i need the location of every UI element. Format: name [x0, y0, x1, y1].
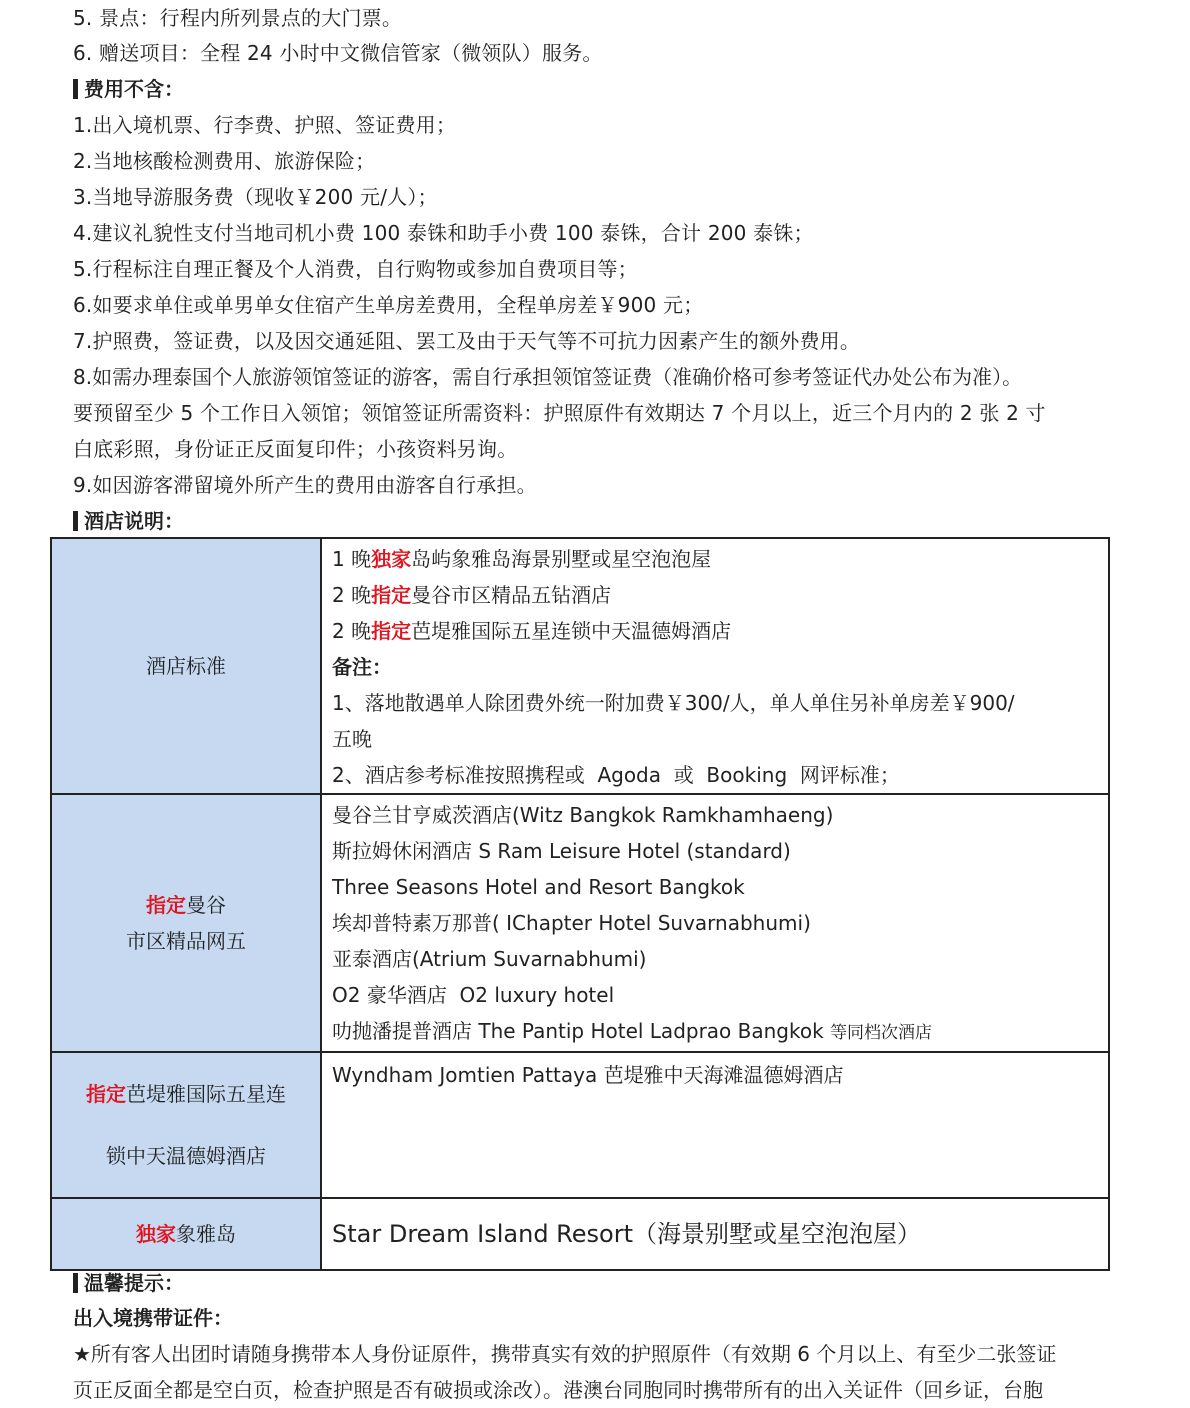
hotel-heading	[73, 503, 184, 539]
tips-heading-text: 温馨提示：	[84, 1271, 184, 1295]
bangkok-label-line2: 市区精品网五	[126, 929, 246, 953]
bangkok-label-line1	[52, 887, 320, 923]
included-item-5: 5. 景点：行程内所列景点的大门票。	[73, 6, 403, 30]
excluded-item: 要预留至少 5 个工作日入领馆；领馆签证所需资料：护照原件有效期达 7 个月以上，近三个月内的 2 张 2 寸	[73, 401, 1046, 425]
bangkok-hotel-suffix: 等同档次酒店	[830, 1023, 933, 1043]
pattaya-hotel: Wyndham Jomtien Pattaya 芭堤雅中天海滩温德姆酒店	[332, 1063, 844, 1087]
standard-line-post: 曼谷市区精品五钻酒店	[411, 583, 612, 607]
excluded-item: 9.如因游客滞留境外所产生的费用由游客自行承担。	[73, 473, 537, 497]
pattaya-label-line2: 锁中天温德姆酒店	[106, 1144, 266, 1168]
hotel-pattaya-content	[321, 1052, 1109, 1198]
excluded-item: 白底彩照，身份证正反面复印件；小孩资料另询。	[73, 437, 518, 461]
standard-line	[332, 577, 1108, 613]
pattaya-label-highlight: 指定	[86, 1082, 126, 1106]
tips-line: ★所有客人出团时请随身携带本人身份证原件，携带真实有效的护照原件（有效期 6 个月以上、有至少二张签证	[73, 1342, 1057, 1366]
standard-line-highlight: 独家	[371, 547, 412, 571]
excluded-item: 2.当地核酸检测费用、旅游保险；	[73, 149, 376, 173]
excluded-item: 4.建议礼貌性支付当地司机小费 100 泰铢和助手小费 100 泰铢，合计 200 泰铢；	[73, 221, 814, 245]
bangkok-hotel: 亚泰酒店(Atrium Suvarnabhumi)	[332, 947, 647, 971]
note-line: 1、落地散遇单人除团费外统一附加费￥300/人，单人单住另补单房差￥900/	[332, 691, 1015, 715]
heading-bar	[73, 511, 78, 531]
bangkok-hotel: O2 豪华酒店 O2 luxury hotel	[332, 983, 615, 1007]
bangkok-label-rest: 曼谷	[186, 893, 226, 917]
excluded-heading	[73, 71, 184, 107]
standard-line-post: 芭堤雅国际五星连锁中天温德姆酒店	[411, 619, 732, 643]
hotel-standard-label	[51, 538, 321, 794]
note-line: 2、酒店参考标准按照携程或 Agoda 或 Booking 网评标准；	[332, 763, 900, 787]
excluded-item: 8.如需办理泰国个人旅游领馆签证的游客，需自行承担领馆签证费（准确价格可参考签证代办处公布为准）。	[73, 365, 1023, 389]
island-label-rest: 象雅岛	[176, 1222, 236, 1246]
hotel-row-bangkok	[51, 794, 1109, 1052]
hotel-row-standard	[51, 538, 1109, 794]
bangkok-hotel-name: 叻抛潘提普酒店 The Pantip Hotel Ladprao Bangkok	[332, 1019, 824, 1043]
hotel-bangkok-content	[321, 794, 1109, 1052]
excluded-item: 3.当地导游服务费（现收￥200 元/人）；	[73, 185, 438, 209]
pattaya-label-line1	[52, 1063, 320, 1125]
hotel-table	[50, 537, 1110, 1271]
hotel-standard-label-text: 酒店标准	[146, 654, 226, 678]
standard-line-highlight: 指定	[371, 583, 412, 607]
standard-line-post: 岛屿象雅岛海景别墅或星空泡泡屋	[411, 547, 712, 571]
island-label-highlight: 独家	[136, 1222, 176, 1246]
heading-bar	[73, 79, 78, 99]
tips-line: 页正反面全都是空白页，检查护照是否有破损或涂改）。港澳台同胞同时携带所有的出入关证件（回乡证，台胞	[73, 1378, 1043, 1402]
bangkok-hotel-last	[332, 1013, 1108, 1051]
island-hotel: Star Dream Island Resort（海景别墅或星空泡泡屋）	[332, 1220, 922, 1248]
standard-line-pre: 1 晚	[332, 547, 372, 571]
excluded-heading-text: 费用不含：	[84, 77, 184, 101]
hotel-standard-content	[321, 538, 1109, 794]
excluded-item: 7.护照费，签证费，以及因交通延阻、罢工及由于天气等不可抗力因素产生的额外费用。	[73, 329, 861, 353]
bangkok-hotel: 斯拉姆休闲酒店 S Ram Leisure Hotel (standard)	[332, 839, 791, 863]
standard-line-highlight: 指定	[371, 619, 412, 643]
hotel-row-island	[51, 1198, 1109, 1270]
hotel-island-content	[321, 1198, 1109, 1270]
bangkok-label-highlight: 指定	[146, 893, 186, 917]
hotel-bangkok-label	[51, 794, 321, 1052]
heading-bar	[73, 1273, 78, 1293]
note-line: 五晚	[332, 727, 372, 751]
included-item-6: 6. 赠送项目：全程 24 小时中文微信管家（微领队）服务。	[73, 41, 603, 65]
bangkok-hotel: 埃却普特素万那普( IChapter Hotel Suvarnabhumi)	[332, 911, 811, 935]
standard-line-pre: 2 晚	[332, 619, 372, 643]
pattaya-label-rest: 芭堤雅国际五星连	[126, 1082, 286, 1106]
standard-line-pre: 2 晚	[332, 583, 372, 607]
excluded-item: 6.如要求单住或单男单女住宿产生单房差费用，全程单房差￥900 元；	[73, 293, 704, 317]
standard-line	[332, 541, 1108, 577]
excluded-item: 1.出入境机票、行李费、护照、签证费用；	[73, 113, 457, 137]
hotel-island-label	[51, 1198, 321, 1270]
excluded-item: 5.行程标注自理正餐及个人消费，自行购物或参加自费项目等；	[73, 257, 638, 281]
hotel-heading-text: 酒店说明：	[84, 509, 184, 533]
note-title: 备注：	[332, 655, 392, 679]
hotel-row-pattaya	[51, 1052, 1109, 1198]
bangkok-hotel: 曼谷兰甘亨威茨酒店(Witz Bangkok Ramkhamhaeng)	[332, 803, 834, 827]
bangkok-hotel: Three Seasons Hotel and Resort Bangkok	[332, 875, 745, 899]
standard-line	[332, 613, 1108, 649]
tips-heading	[73, 1265, 184, 1301]
tips-subheading: 出入境携带证件：	[73, 1306, 233, 1330]
hotel-pattaya-label	[51, 1052, 321, 1198]
